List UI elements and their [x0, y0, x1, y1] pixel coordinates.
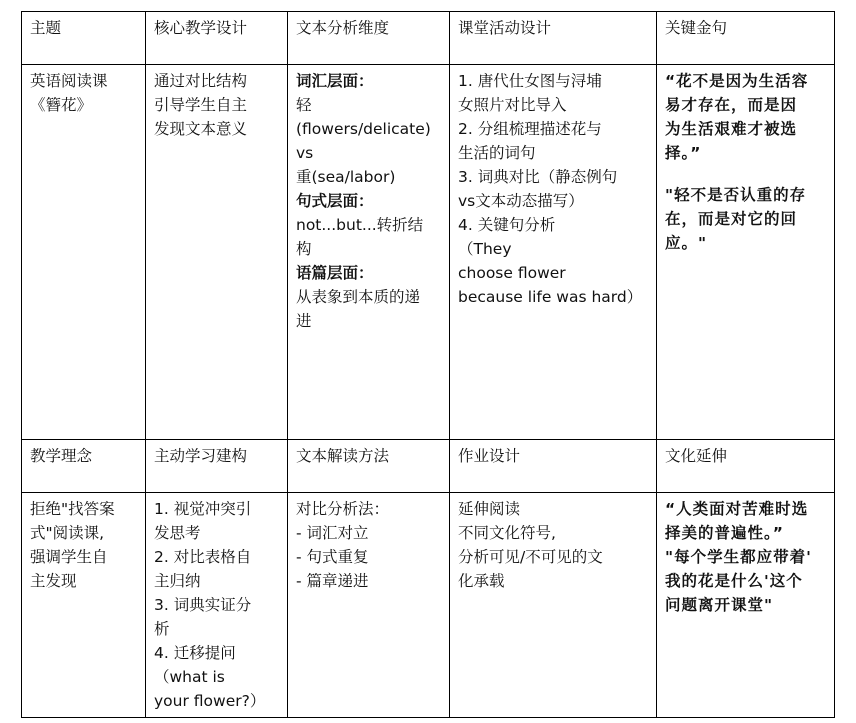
culture-line: 问题离开课堂" [665, 596, 774, 614]
homework-line: 延伸阅读 [458, 500, 521, 518]
activity-line: 2. 分组梳理描述花与 [458, 120, 602, 138]
cell-philosophy [22, 493, 146, 718]
header-row-2 [22, 440, 835, 493]
culture-line: “人类面对苦难时选 [665, 500, 809, 518]
activity-line: vs文本动态描写） [458, 192, 584, 210]
homework-line: 分析可见/不可见的文 [458, 548, 603, 566]
philosophy-line: 强调学生自 [30, 548, 108, 566]
quote-spacer [665, 165, 826, 183]
header-core-design: 核心教学设计 [146, 12, 288, 65]
quote-line: 易才存在，而是因 [665, 96, 798, 114]
header-text-analysis: 文本分析维度 [288, 12, 450, 65]
learning-line: your flower?） [154, 692, 266, 710]
quote-line: "轻不是否认重的存 [665, 186, 807, 204]
learning-line: 2. 对比表格自 [154, 548, 252, 566]
activity-line: 1. 唐代仕女图与浔埔 [458, 72, 602, 90]
cell-text-analysis [288, 65, 450, 440]
activity-line: 生活的词句 [458, 144, 536, 162]
learning-line: 主归纳 [154, 572, 201, 590]
cell-active-learning [146, 493, 288, 718]
learning-line: （what is [154, 668, 225, 686]
cell-core-design [146, 65, 288, 440]
quote-line: 应。" [665, 234, 708, 252]
cell-homework [450, 493, 657, 718]
quote-line: 择。” [665, 144, 702, 162]
activity-line: 3. 词典对比（静态例句 [458, 168, 618, 186]
learning-line: 析 [154, 620, 170, 638]
header-key-quotes: 关键金句 [657, 12, 835, 65]
activity-line: 4. 关键句分析 [458, 216, 556, 234]
culture-line: "每个学生都应带着' [665, 548, 812, 566]
method-line: - 词汇对立 [296, 524, 369, 542]
header-philosophy: 教学理念 [22, 440, 146, 493]
cell-topic [22, 65, 146, 440]
design-line: 通过对比结构 [154, 72, 248, 90]
analysis-line: not...but...转折结 [296, 216, 424, 234]
design-line: 发现文本意义 [154, 120, 248, 138]
analysis-line: 轻 [296, 96, 312, 114]
learning-line: 1. 视觉冲突引 [154, 500, 252, 518]
header-row-1 [22, 12, 835, 65]
header-homework: 作业设计 [450, 440, 657, 493]
analysis-line: 构 [296, 240, 312, 258]
activity-line: 女照片对比导入 [458, 96, 567, 114]
header-topic: 主题 [22, 12, 146, 65]
cell-reading-method [288, 493, 450, 718]
analysis-line: 词汇层面： [296, 72, 374, 90]
method-line: - 句式重复 [296, 548, 369, 566]
philosophy-line: 式"阅读课, [30, 524, 105, 542]
topic-line: 英语阅读课 [30, 72, 108, 90]
header-reading-method: 文本解读方法 [288, 440, 450, 493]
activity-line: choose flower [458, 264, 566, 282]
homework-line: 化承载 [458, 572, 505, 590]
method-line: 对比分析法： [296, 500, 390, 518]
learning-line: 发思考 [154, 524, 201, 542]
cell-key-quotes [657, 65, 835, 440]
analysis-line: 从表象到本质的递 [296, 288, 421, 306]
analysis-line: 重(sea/labor) [296, 168, 396, 186]
culture-line: 我的花是什么'这个 [665, 572, 803, 590]
quote-line: 为生活艰难才被选 [665, 120, 798, 138]
quote-line: “花不是因为生活容 [665, 72, 809, 90]
header-active-learning: 主动学习建构 [146, 440, 288, 493]
learning-line: 4. 迁移提问 [154, 644, 236, 662]
quote-line: 在，而是对它的回 [665, 210, 798, 228]
analysis-line: 语篇层面： [296, 264, 374, 282]
method-line: - 篇章递进 [296, 572, 369, 590]
philosophy-line: 主发现 [30, 572, 77, 590]
learning-line: 3. 词典实证分 [154, 596, 252, 614]
lesson-plan-table [21, 11, 835, 718]
philosophy-line: 拒绝"找答案 [30, 500, 115, 518]
analysis-line: vs [296, 144, 314, 162]
header-class-activity: 课堂活动设计 [450, 12, 657, 65]
homework-line: 不同文化符号, [458, 524, 556, 542]
topic-line: 《簪花》 [30, 96, 93, 114]
culture-line: 择美的普遍性。” [665, 524, 784, 542]
analysis-line: 句式层面： [296, 192, 374, 210]
activity-line: （They [458, 240, 512, 258]
cell-class-activity [450, 65, 657, 440]
analysis-line: (flowers/delicate) [296, 120, 431, 138]
activity-line: because life was hard） [458, 288, 643, 306]
content-row-1 [22, 65, 835, 440]
cell-culture [657, 493, 835, 718]
design-line: 引导学生自主 [154, 96, 248, 114]
content-row-2 [22, 493, 835, 718]
analysis-line: 进 [296, 312, 312, 330]
header-culture: 文化延伸 [657, 440, 835, 493]
